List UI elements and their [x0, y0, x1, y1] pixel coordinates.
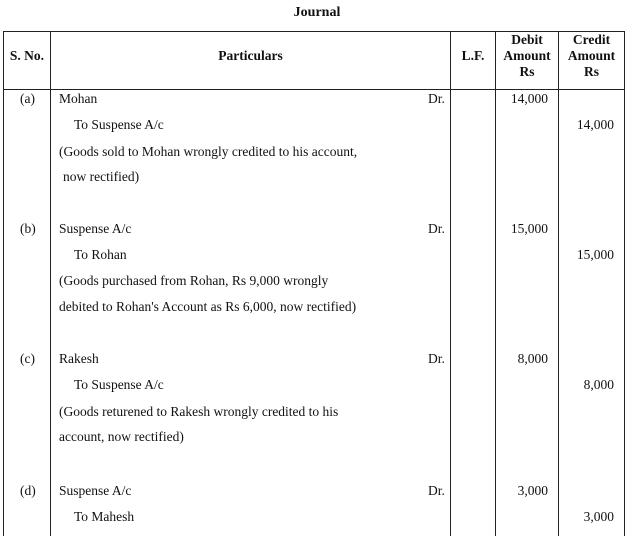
entry-credit-account: To Suspense A/c	[74, 377, 164, 392]
entry-credit-amount: 8,000	[583, 377, 614, 392]
entry-debit-account: Suspense A/c	[59, 221, 132, 236]
header-lf: L.F.	[461, 48, 485, 63]
header-credit-line3: Rs	[583, 64, 599, 79]
header-particulars: Particulars	[218, 48, 283, 63]
entry-debit-amount: 8,000	[517, 351, 548, 366]
entry-credit-account: To Mahesh	[74, 509, 135, 524]
entry-narration-line: account, now rectified)	[59, 429, 184, 444]
entry-narration-line: (Goods purchased from Rohan, Rs 9,000 wrongly	[59, 273, 329, 288]
entry-narration-line: now rectified)	[63, 169, 140, 184]
col-border-particulars	[450, 31, 451, 536]
entry-debit-account: Rakesh	[59, 351, 99, 366]
entry-debit-amount: 3,000	[517, 483, 548, 498]
header-sno: S. No.	[9, 48, 45, 63]
col-border-sno	[50, 31, 51, 536]
entry-sno: (d)	[20, 483, 36, 498]
header-credit	[559, 32, 624, 80]
header-bottom-border	[3, 89, 625, 90]
entry-credit-amount: 3,000	[583, 509, 614, 524]
journal-table	[3, 31, 625, 536]
col-border-left	[3, 31, 4, 536]
entry-narration-line: (Goods sold to Mohan wrongly credited to his account,	[59, 144, 358, 159]
entry-debit-account: Mohan	[59, 91, 98, 106]
header-credit-line1: Credit	[572, 32, 611, 47]
entry-narration-line: debited to Rohan's Account as Rs 6,000, now rectified)	[59, 299, 357, 314]
entry-sno: (c)	[20, 351, 35, 366]
entry-credit-amount: 15,000	[576, 247, 614, 262]
header-debit-line3: Rs	[519, 64, 535, 79]
entry-debit-amount: 14,000	[510, 91, 548, 106]
entry-credit-account: To Rohan	[74, 247, 127, 262]
col-border-right	[624, 31, 625, 536]
journal-title: Journal	[293, 5, 341, 20]
header-debit-line2: Amount	[503, 48, 551, 63]
col-border-debit	[558, 31, 559, 536]
entry-dr-marker: Dr.	[428, 351, 445, 366]
entry-sno: (a)	[20, 91, 35, 106]
entry-dr-marker: Dr.	[428, 221, 445, 236]
entry-debit-account: Suspense A/c	[59, 483, 132, 498]
header-debit	[496, 32, 558, 80]
entry-credit-account: To Suspense A/c	[74, 117, 164, 132]
header-debit-line1: Debit	[511, 32, 543, 47]
entry-debit-amount: 15,000	[510, 221, 548, 236]
entry-narration-line: (Goods returened to Rakesh wrongly credited to his	[59, 404, 339, 419]
entry-credit-amount: 14,000	[576, 117, 614, 132]
entry-dr-marker: Dr.	[428, 483, 445, 498]
header-credit-line2: Amount	[567, 48, 616, 63]
entry-sno: (b)	[20, 221, 36, 236]
entry-dr-marker: Dr.	[428, 91, 445, 106]
